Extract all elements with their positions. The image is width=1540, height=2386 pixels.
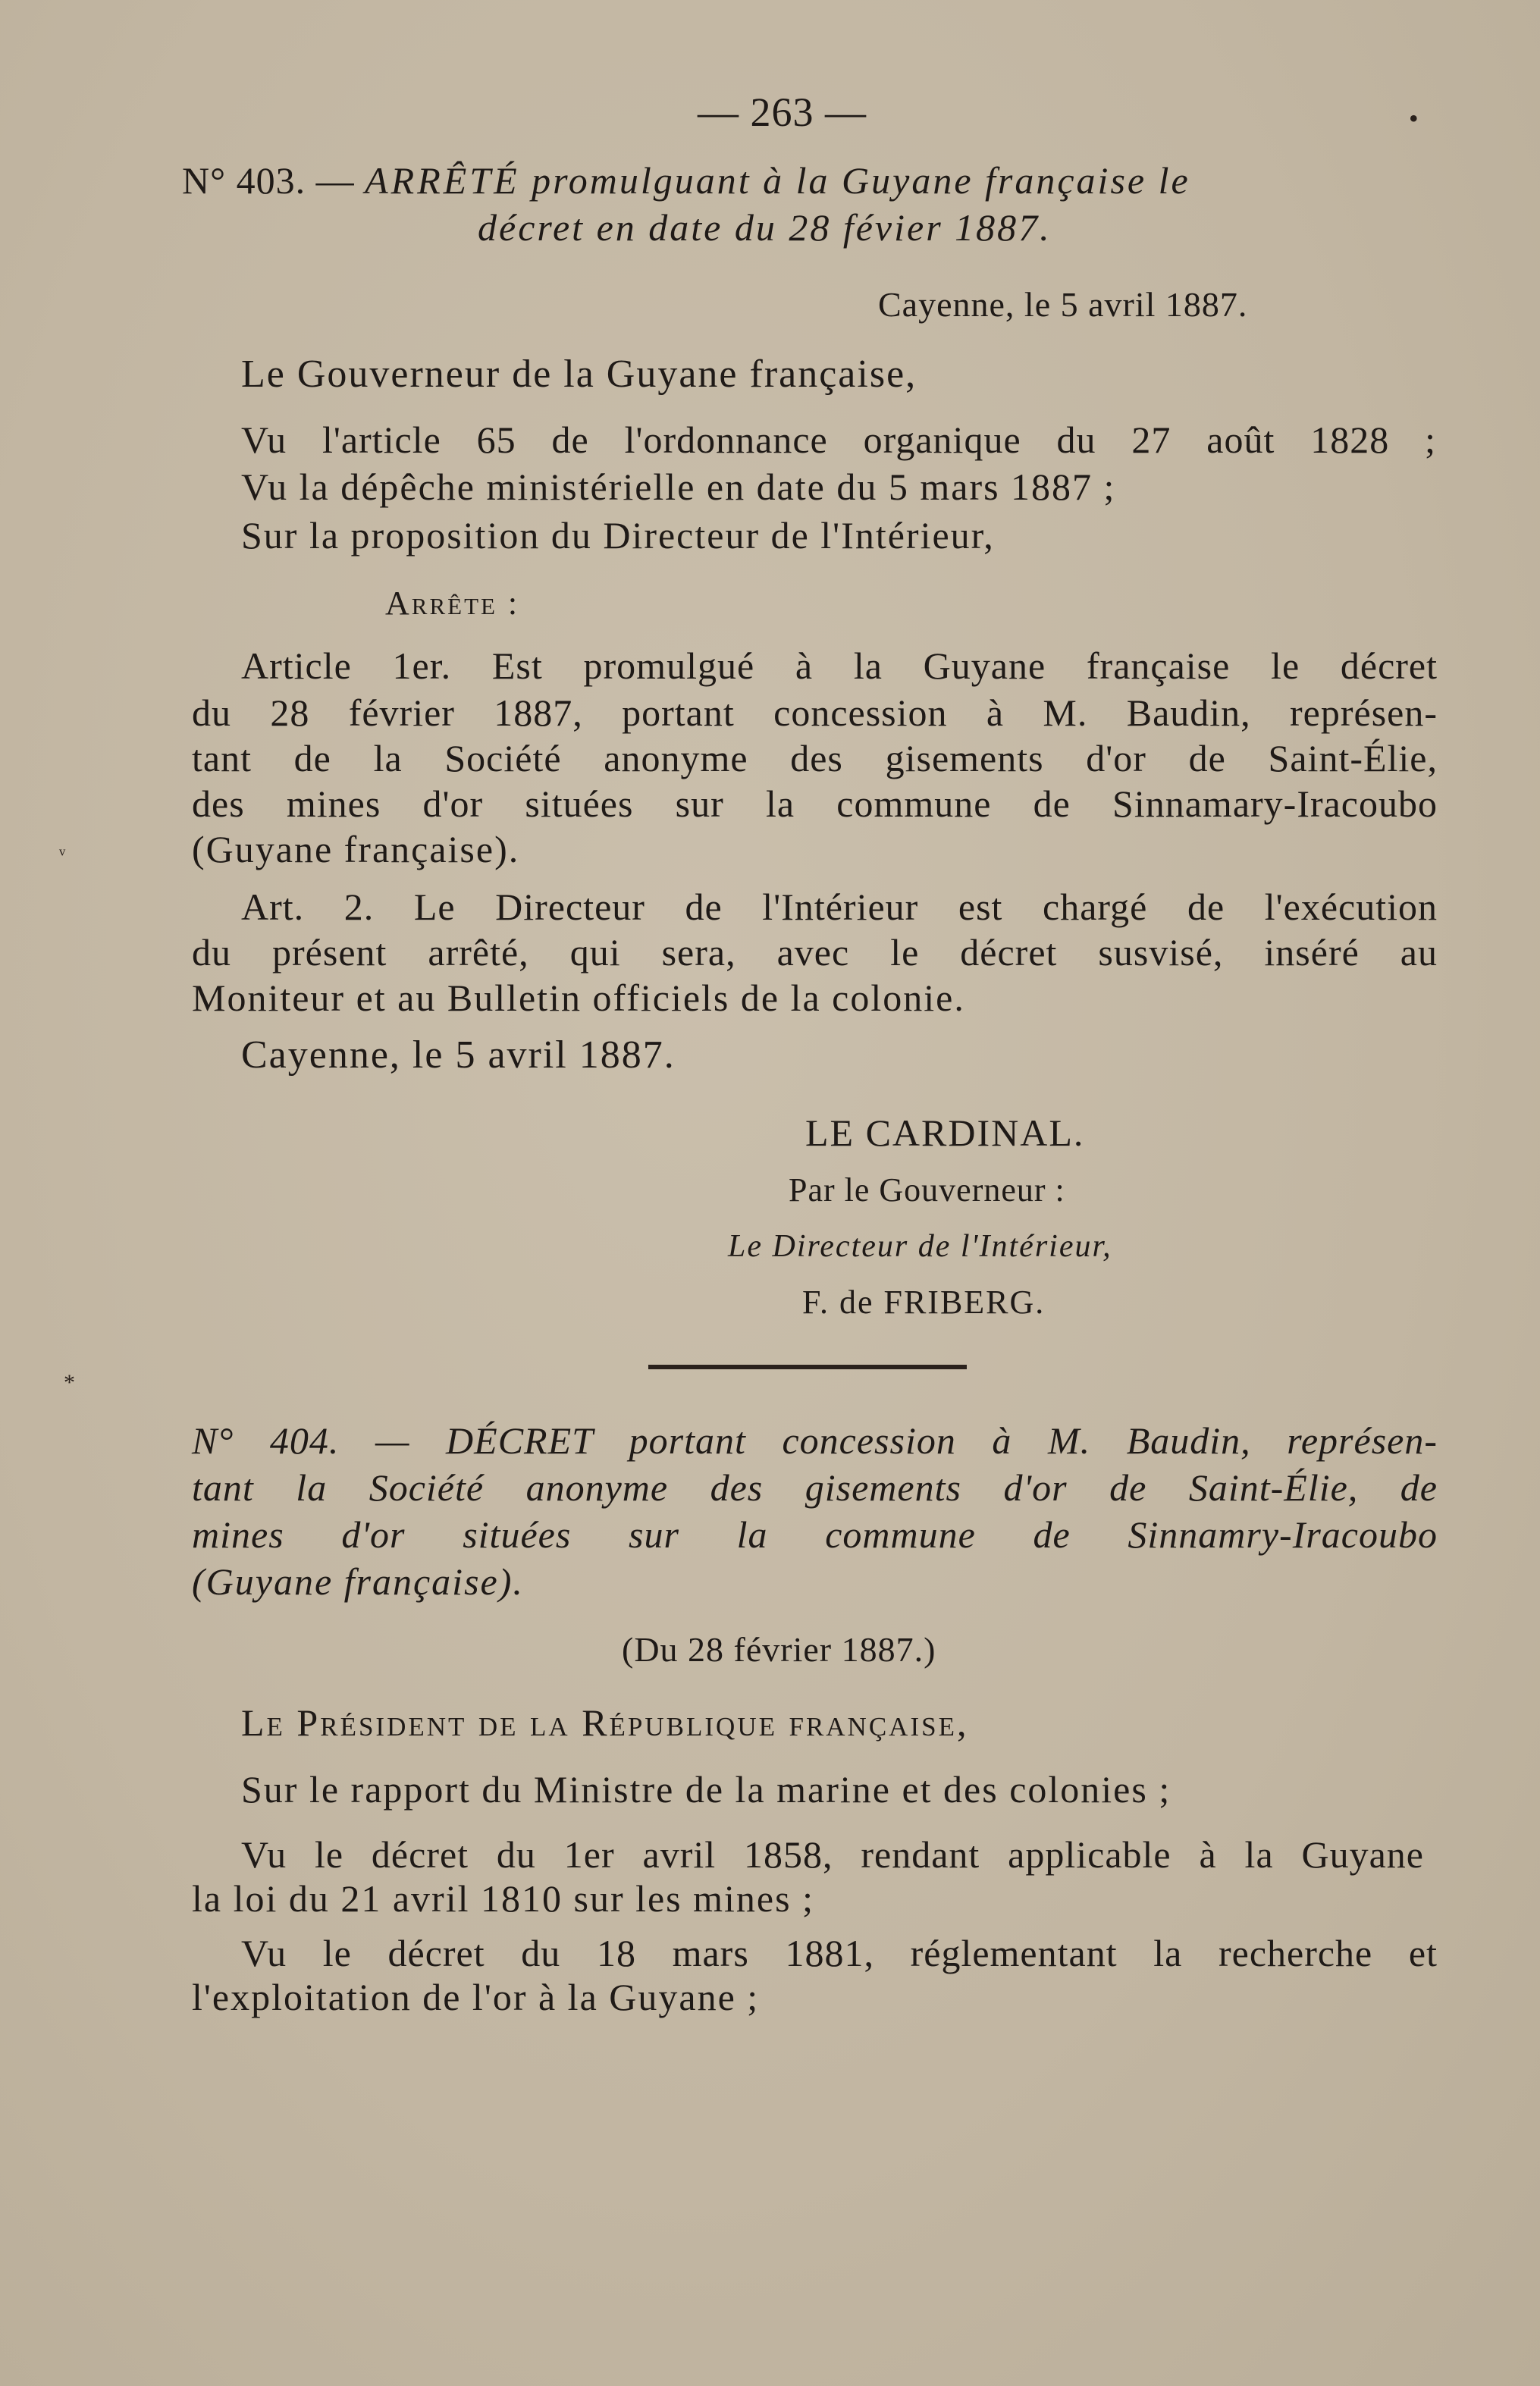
arrete-heading-rest: promulguant à la Guyane française le [519,159,1190,202]
visa-line: Sur le rapport du Ministre de la marine et des colonies ; [241,1768,1171,1811]
considerant-line: Vu l'article 65 de l'ordonnance organique du 27 août 1828 ; [241,419,1436,461]
article-line: des mines d'or situées sur la commune de Sinnamary-Iracoubo [192,782,1438,825]
visa-line: Vu le décret du 18 mars 1881, réglementant la recherche et [241,1932,1438,1974]
signature-by: Par le Gouverneur : [789,1171,1065,1209]
decret-heading-line: N° 404. — DÉCRET portant concession à M. Baudin, représen- [192,1419,1438,1462]
president-line: Le Président de la République française, [241,1701,969,1744]
arrete-place-date: Cayenne, le 5 avril 1887. [878,285,1248,324]
signature-title: Le Directeur de l'Intérieur, [728,1229,1112,1264]
decret-heading-line: (Guyane française). [192,1560,524,1603]
visa-line: Vu le décret du 1er avril 1858, rendant applicable à la Guyane [241,1833,1424,1876]
arrete-heading [182,158,1426,203]
decret-date: (Du 28 février 1887.) [622,1630,936,1669]
section-divider [648,1365,967,1369]
governor-line: Le Gouverneur de la Guyane française, [241,353,917,396]
arrete-heading-number: N° 403. — [182,159,365,202]
article-line: du 28 février 1887, portant concession à M. Baudin, représen- [192,691,1438,734]
article-line: tant de la Société anonyme des gisements d'or de Saint-Élie, [192,737,1438,779]
arrete-label: Arrête : [385,585,520,622]
signature-name: LE CARDINAL. [805,1111,1085,1154]
ink-speck: ᵛ [59,843,66,867]
page-number: — 263 — [698,89,867,135]
decret-heading-line: mines d'or situées sur la commune de Sinnamry-Iracoubo [192,1513,1438,1556]
article-line: Moniteur et au Bulletin officiels de la colonie. [192,977,965,1019]
ink-speck: * [64,1370,75,1395]
considerant-line: Vu la dépêche ministérielle en date du 5 mars 1887 ; [241,466,1116,508]
arrete-heading-title: ARRÊTÉ [365,159,520,202]
decret-heading-line: tant la Société anonyme des gisements d'or de Saint-Élie, de [192,1466,1438,1509]
considerant-line: Sur la proposition du Directeur de l'Intérieur, [241,514,995,557]
article-line: du présent arrêté, qui sera, avec le décret susvisé, inséré au [192,931,1438,974]
article-line: Art. 2. Le Directeur de l'Intérieur est chargé de l'exécution [241,886,1438,928]
article-line: (Guyane française). [192,828,520,870]
visa-line: la loi du 21 avril 1810 sur les mines ; [192,1877,814,1920]
visa-line: l'exploitation de l'or à la Guyane ; [192,1976,760,2018]
closing-place-date: Cayenne, le 5 avril 1887. [241,1033,676,1077]
arrete-heading-line2: décret en date du 28 févier 1887. [478,206,1052,249]
ink-speck: • [1409,103,1419,133]
signatory-name: F. de FRIBERG. [802,1284,1046,1321]
article-line: Article 1er. Est promulgué à la Guyane française le décret [241,644,1438,687]
